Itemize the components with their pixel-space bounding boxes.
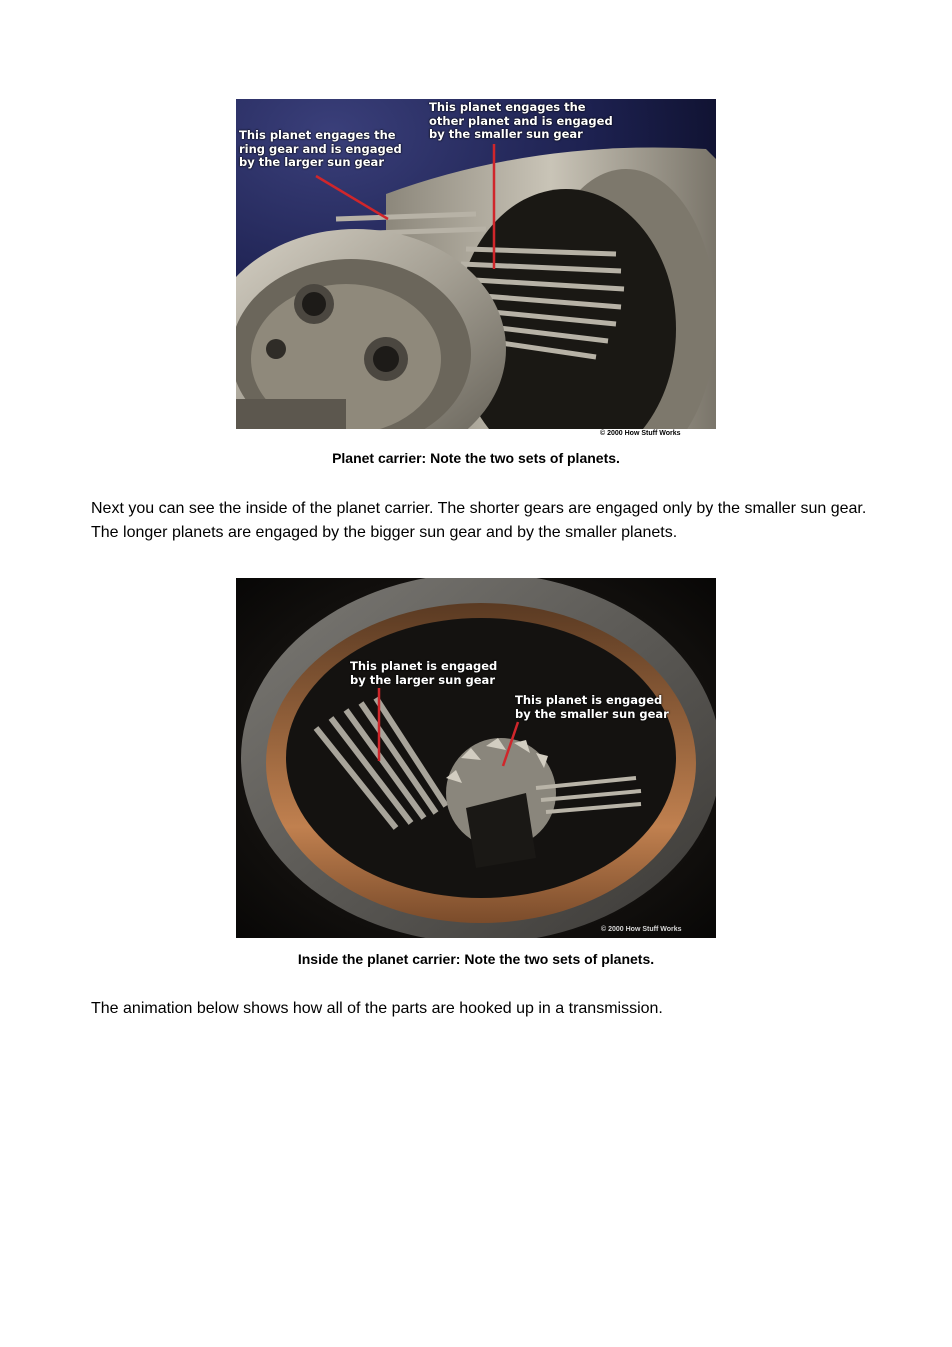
annotation-smaller-sun-planet: This planet is engaged by the smaller sun gear: [515, 693, 669, 721]
figure-caption: Planet carrier: Note the two sets of planets.: [332, 450, 620, 466]
annotation-long-planet: This planet engages the ring gear and is engaged by the larger sun gear: [239, 128, 402, 169]
planet-carrier-inside-illustration: [236, 578, 716, 938]
copyright-notice: © 2000 How Stuff Works: [601, 926, 682, 933]
annotation-outer-planet: This planet engages the other planet and is engaged by the smaller sun gear: [429, 100, 613, 141]
annotation-larger-sun-planet: This planet is engaged by the larger sun gear: [350, 659, 498, 687]
body-paragraph: Next you can see the inside of the planet carrier. The shorter gears are engaged only by the smaller sun gear. The longer planets are engaged by the bigger sun gear and by the smaller planets.: [91, 500, 867, 541]
body-paragraph: The animation below shows how all of the parts are hooked up in a transmission.: [91, 1000, 663, 1017]
planet-carrier-inside-photo: [236, 578, 716, 938]
figure-caption: Inside the planet carrier: Note the two sets of planets.: [297, 951, 655, 967]
copyright-notice: © 2000 How Stuff Works: [600, 430, 681, 437]
planet-carrier-photo: [236, 99, 716, 429]
